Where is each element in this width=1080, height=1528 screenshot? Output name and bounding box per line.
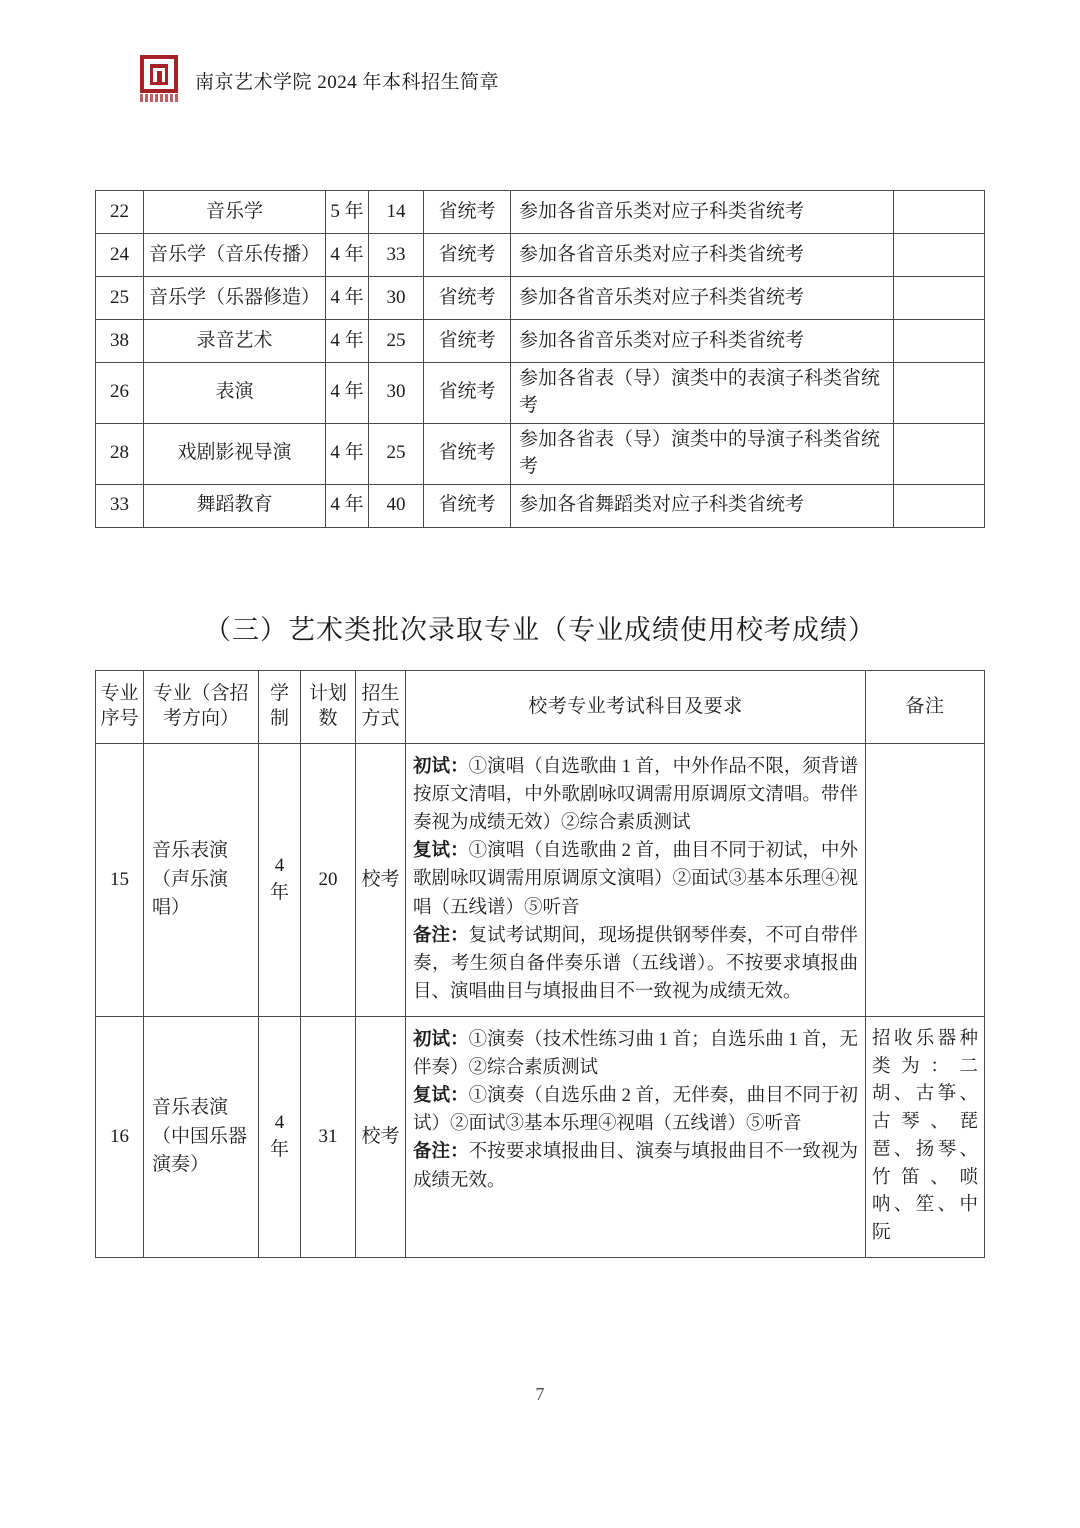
cell-plan: 30 (369, 277, 424, 320)
cell-plan: 33 (369, 234, 424, 277)
cell-length: 5 年 (326, 191, 369, 234)
cell-major-no: 15 (96, 744, 144, 1017)
cell-major-name: 音乐学（音乐传播） (144, 234, 326, 277)
requirement-line-note (413, 922, 858, 1006)
cell-note (894, 191, 985, 234)
column-header-requirement: 校考专业考试科目及要求 (406, 671, 866, 744)
cell-mode: 省统考 (424, 423, 511, 484)
requirement-text: 复试考试期间，现场提供钢琴伴奏，不可自带伴奏，考生须自备伴奏乐谱（五线谱）。不按要求填报曲目、演唱曲目与填报曲目不一致视为成绩无效。 (413, 925, 858, 1002)
cell-major-no: 28 (96, 423, 144, 484)
requirement-line-preliminary (413, 753, 858, 837)
cell-note (894, 320, 985, 363)
column-header-major-name: 专业（含招考方向） (144, 671, 259, 744)
cell-note (894, 277, 985, 320)
cell-major-name: 音乐表演（声乐演唱） (144, 744, 259, 1017)
requirement-label: 复试： (413, 1086, 469, 1107)
requirement-text: ①演唱（自选歌曲 2 首，曲目不同于初试，中外歌剧咏叹调需用原调原文演唱）②面试③基本乐理④视唱（五线谱）⑤听音 (413, 841, 858, 918)
column-header-plan: 计划数 (301, 671, 356, 744)
requirement-line-final (413, 1082, 858, 1138)
column-header-major-no: 专业序号 (96, 671, 144, 744)
document-header (140, 55, 499, 105)
cell-plan: 14 (369, 191, 424, 234)
requirement-text: 不按要求填报曲目、演奏与填报曲目不一致视为成绩无效。 (413, 1142, 858, 1191)
cell-mode: 省统考 (424, 234, 511, 277)
table-row (96, 234, 985, 277)
table-row (96, 277, 985, 320)
cell-plan: 40 (369, 484, 424, 527)
column-header-note: 备注 (866, 671, 985, 744)
cell-plan: 30 (369, 363, 424, 424)
cell-length: 4 年 (326, 234, 369, 277)
cell-major-name: 音乐学 (144, 191, 326, 234)
column-header-mode: 招生方式 (356, 671, 406, 744)
table-row (96, 191, 985, 234)
cell-note (894, 363, 985, 424)
requirement-line-preliminary (413, 1026, 858, 1082)
cell-note (894, 484, 985, 527)
cell-plan: 25 (369, 423, 424, 484)
page-number: 7 (535, 1384, 545, 1404)
table-row (96, 320, 985, 363)
requirement-label: 复试： (413, 841, 469, 862)
cell-requirement: 参加各省表（导）演类中的表演子科类省统考 (511, 363, 894, 424)
cell-mode: 校考 (356, 1016, 406, 1257)
requirement-line-note (413, 1138, 858, 1194)
cell-requirement: 参加各省音乐类对应子科类省统考 (511, 277, 894, 320)
cell-major-no: 25 (96, 277, 144, 320)
cell-mode: 省统考 (424, 277, 511, 320)
cell-major-no: 24 (96, 234, 144, 277)
cell-mode: 省统考 (424, 320, 511, 363)
cell-length: 4 年 (259, 744, 301, 1017)
cell-requirement: 参加各省表（导）演类中的导演子科类省统考 (511, 423, 894, 484)
cell-note (894, 423, 985, 484)
cell-plan: 25 (369, 320, 424, 363)
cell-note: 招收乐器种类为：二胡、古筝、古琴、琵琶、扬琴、竹笛、唢呐、笙、中阮 (866, 1016, 985, 1257)
cell-major-name: 表演 (144, 363, 326, 424)
requirement-label: 备注： (413, 1142, 469, 1163)
cell-major-no: 16 (96, 1016, 144, 1257)
cell-mode: 校考 (356, 744, 406, 1017)
requirement-text: ①演唱（自选歌曲 1 首，中外作品不限，须背谱按原文清唱，中外歌剧咏叹调需用原调原文清唱。带伴奏视为成绩无效）②综合素质测试 (413, 757, 858, 834)
cell-length: 4 年 (326, 363, 369, 424)
cell-mode: 省统考 (424, 191, 511, 234)
table-row (96, 1016, 985, 1257)
nanjing-arts-institute-seal-icon (140, 55, 184, 105)
cell-requirement (406, 1016, 866, 1257)
cell-mode: 省统考 (424, 484, 511, 527)
provincial-exam-majors-table (95, 190, 985, 528)
cell-length: 4 年 (326, 277, 369, 320)
table-row (96, 423, 985, 484)
cell-plan: 31 (301, 1016, 356, 1257)
cell-major-name: 音乐表演（中国乐器演奏） (144, 1016, 259, 1257)
cell-length: 4 年 (326, 423, 369, 484)
cell-major-no: 38 (96, 320, 144, 363)
cell-major-name: 舞蹈教育 (144, 484, 326, 527)
requirement-label: 初试： (413, 757, 469, 777)
section-heading: （三）艺术类批次录取专业（专业成绩使用校考成绩） (204, 615, 876, 645)
cell-note (894, 234, 985, 277)
cell-major-no: 22 (96, 191, 144, 234)
cell-major-no: 33 (96, 484, 144, 527)
document-header-title: 南京艺术学院 2024 年本科招生简章 (195, 71, 500, 93)
school-exam-majors-table (95, 670, 985, 1258)
cell-plan: 20 (301, 744, 356, 1017)
cell-major-name: 音乐学（乐器修造） (144, 277, 326, 320)
table-header-row (96, 671, 985, 744)
requirement-text: ①演奏（自选乐曲 2 首，无伴奏，曲目不同于初试）②面试③基本乐理④视唱（五线谱）⑤听音 (413, 1086, 858, 1135)
cell-requirement: 参加各省音乐类对应子科类省统考 (511, 191, 894, 234)
cell-requirement: 参加各省音乐类对应子科类省统考 (511, 234, 894, 277)
cell-note (866, 744, 985, 1017)
cell-major-name: 录音艺术 (144, 320, 326, 363)
cell-mode: 省统考 (424, 363, 511, 424)
requirement-text: ①演奏（技术性练习曲 1 首；自选乐曲 1 首，无伴奏）②综合素质测试 (413, 1029, 858, 1079)
table-row (96, 363, 985, 424)
cell-requirement (406, 744, 866, 1017)
table-row (96, 744, 985, 1017)
requirement-line-final (413, 837, 858, 921)
cell-major-no: 26 (96, 363, 144, 424)
table-row (96, 484, 985, 527)
requirement-label: 备注： (413, 925, 469, 946)
cell-requirement: 参加各省舞蹈类对应子科类省统考 (511, 484, 894, 527)
column-header-length: 学制 (259, 671, 301, 744)
cell-major-name: 戏剧影视导演 (144, 423, 326, 484)
cell-requirement: 参加各省音乐类对应子科类省统考 (511, 320, 894, 363)
requirement-label: 初试： (413, 1029, 469, 1050)
cell-length: 4 年 (326, 484, 369, 527)
cell-length: 4 年 (326, 320, 369, 363)
cell-length: 4 年 (259, 1016, 301, 1257)
